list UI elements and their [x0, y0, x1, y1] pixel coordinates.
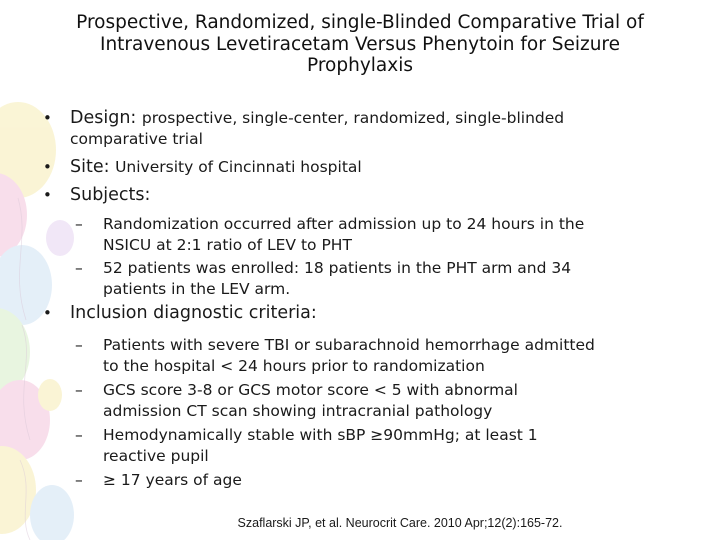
sub-bullet-text: Hemodynamically stable with sBP ≥90mmHg; at least 1: [103, 426, 538, 444]
sub-bullet-text: GCS score 3-8 or GCS motor score < 5 with abnormal: [103, 381, 518, 399]
bullet-text: comparative trial: [70, 130, 203, 148]
bullet-inclusion: [32, 303, 692, 324]
bullet-icon: •: [43, 304, 52, 322]
bullet-heading: Inclusion diagnostic criteria:: [70, 303, 317, 323]
dash-icon: –: [75, 471, 83, 489]
sub-bullet: [32, 380, 692, 422]
dash-icon: –: [75, 381, 83, 399]
sub-bullet-text: admission CT scan showing intracranial pathology: [103, 402, 493, 420]
sub-bullet-text: Randomization occurred after admission up to 24 hours in the: [103, 215, 585, 233]
sub-bullet-text: to the hospital < 24 hours prior to randomization: [103, 357, 485, 375]
bullet-heading: Subjects:: [70, 185, 151, 205]
title-line: Prospective, Randomized, single-Blinded Comparative Trial of: [76, 12, 644, 33]
bullet-design: [32, 108, 692, 150]
sub-bullet: [32, 425, 692, 467]
sub-bullet-text: Patients with severe TBI or subarachnoid hemorrhage admitted: [103, 336, 595, 354]
dash-icon: –: [75, 259, 83, 277]
bullet-heading: Design:: [70, 108, 137, 128]
sub-bullet-text: reactive pupil: [103, 447, 209, 465]
title-line: Intravenous Levetiracetam Versus Phenytoin for Seizure: [99, 33, 620, 55]
sub-bullet-text: 52 patients was enrolled: 18 patients in the PHT arm and 34: [103, 259, 572, 277]
bullet-subjects: [32, 185, 692, 206]
sub-bullet: [32, 258, 692, 300]
bullet-site: [32, 157, 692, 178]
title-line: Prophylaxis: [307, 55, 413, 76]
bullet-icon: •: [43, 158, 52, 176]
sub-bullet-text: NSICU at 2:1 ratio of LEV to PHT: [103, 236, 352, 254]
bullet-list: [32, 108, 692, 491]
bullet-icon: •: [43, 186, 52, 204]
citation-text: Szaflarski JP, et al. Neurocrit Care. 2010 Apr;12(2):165-72.: [237, 516, 563, 530]
slide-title: [30, 12, 690, 77]
bullet-icon: •: [43, 109, 52, 127]
sub-bullet-text: ≥ 17 years of age: [103, 471, 242, 489]
sub-bullet-text: patients in the LEV arm.: [103, 280, 291, 298]
sub-bullet: [32, 214, 692, 256]
bullet-heading: Site:: [70, 157, 110, 177]
dash-icon: –: [75, 215, 83, 233]
bullet-text: prospective, single-center, randomized, single-blinded: [141, 109, 565, 127]
sub-bullet: [32, 335, 692, 377]
sub-bullet: [32, 470, 692, 491]
bullet-text: University of Cincinnati hospital: [115, 158, 362, 176]
dash-icon: –: [75, 336, 83, 354]
dash-icon: –: [75, 426, 83, 444]
